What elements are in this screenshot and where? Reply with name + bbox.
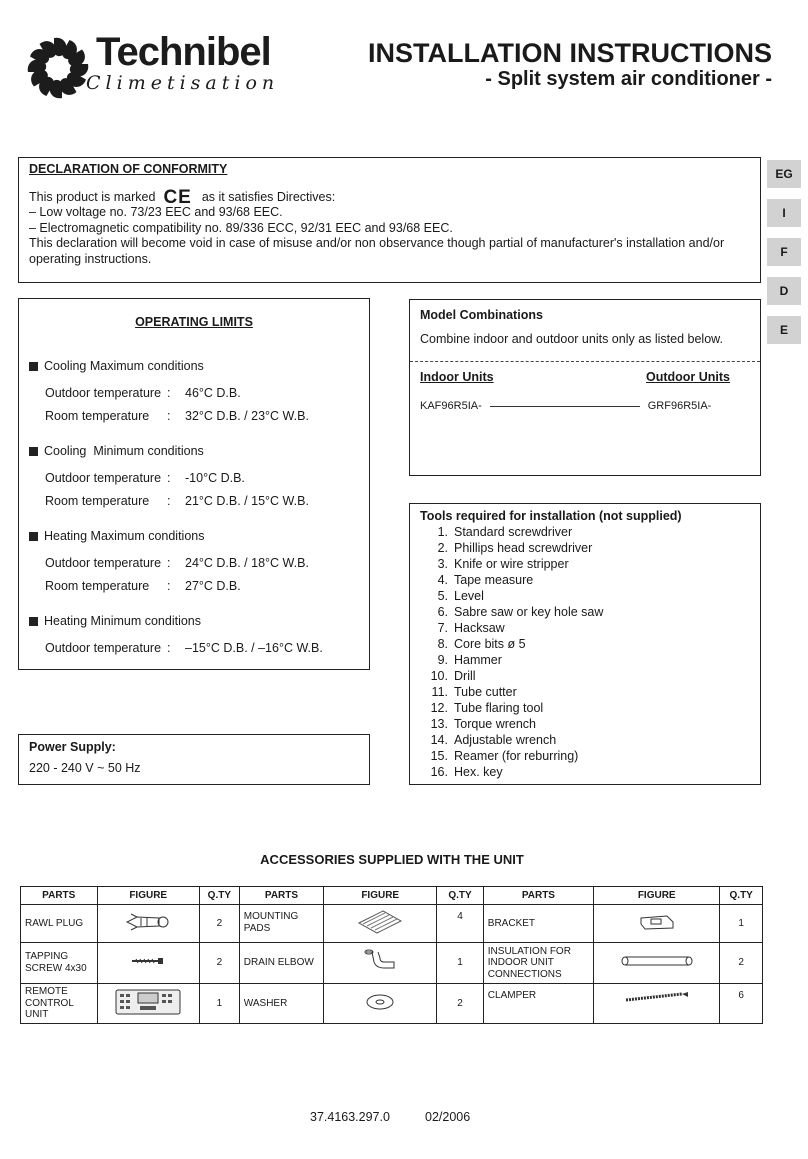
part-qty: 2: [199, 905, 239, 943]
condition-heading: Heating Minimum conditions: [44, 614, 202, 628]
screw-icon: [128, 956, 168, 966]
tool-item: [420, 636, 750, 652]
part-figure: [97, 983, 199, 1023]
tool-number: 5.: [437, 589, 448, 603]
tool-label: Sabre saw or key hole saw: [454, 605, 604, 619]
column-header: Q.TY: [720, 887, 763, 905]
tool-number: 4.: [437, 573, 448, 587]
part-qty: 6: [720, 983, 763, 1023]
tools-box: [409, 503, 761, 785]
tool-label: Adjustable wrench: [454, 733, 557, 747]
declaration-line-4: This declaration will become void in case of misuse and/or non observance though partial of manufacturer's installation and/or operating instructions.: [29, 236, 725, 266]
condition-row: Room temperature : 27°C D.B.: [45, 578, 241, 593]
tool-number: 3.: [437, 557, 448, 571]
clamper-icon: [622, 990, 692, 1004]
tool-item: [420, 572, 750, 588]
operating-limits-box: [18, 298, 370, 670]
column-header: FIGURE: [594, 887, 720, 905]
part-figure: [594, 983, 720, 1023]
part-name: BRACKET: [483, 905, 593, 943]
condition-heading: Cooling Minimum conditions: [44, 444, 204, 458]
part-qty: 1: [199, 983, 239, 1023]
mounting-pads-icon: [355, 909, 405, 935]
tool-number: 12.: [430, 701, 448, 715]
column-header: PARTS: [21, 887, 98, 905]
part-name: REMOTE CONTROL UNIT: [21, 983, 98, 1023]
column-header: FIGURE: [97, 887, 199, 905]
insulation-tube-icon: [619, 954, 695, 968]
declaration-title: DECLARATION OF CONFORMITY: [29, 162, 228, 176]
outdoor-model: GRF96R5IA-: [647, 400, 712, 412]
tool-number: 9.: [437, 653, 448, 667]
tool-number: 16.: [430, 765, 448, 779]
condition-row: Room temperature : 32°C D.B. / 23°C W.B.: [45, 408, 309, 423]
rawl-plug-icon: [123, 913, 173, 931]
tool-label: Tube flaring tool: [454, 701, 544, 715]
part-qty: 4: [437, 905, 484, 943]
language-tab-d[interactable]: D: [767, 277, 801, 305]
tool-label: Tape measure: [454, 573, 534, 587]
language-tabs: [767, 160, 801, 355]
part-name: TAPPING SCREW 4x30: [21, 943, 98, 983]
tool-item: [420, 652, 750, 668]
brand-name: Technibel: [96, 30, 271, 74]
indoor-units-header: Indoor Units: [420, 370, 494, 384]
outdoor-units-header: Outdoor Units: [645, 370, 730, 384]
declaration-line-3: – Electromagnetic compatibility no. 89/336 ECC, 92/31 EEC and 93/68 EEC.: [29, 220, 453, 235]
table-row: [21, 905, 763, 943]
part-qty: 2: [199, 943, 239, 983]
part-name: CLAMPER: [483, 983, 593, 1023]
tool-item: [420, 604, 750, 620]
washer-icon: [362, 992, 398, 1012]
power-supply-value: 220 - 240 V ~ 50 Hz: [29, 761, 141, 775]
document-subtitle: - Split system air conditioner -: [485, 68, 772, 90]
tool-number: 10.: [430, 669, 448, 683]
tool-label: Phillips head screwdriver: [454, 541, 593, 555]
table-row: [21, 943, 763, 983]
accessories-table: [20, 886, 763, 1024]
bullet-square-icon: [29, 617, 38, 626]
bullet-square-icon: [29, 532, 38, 541]
tool-item: [420, 524, 750, 540]
part-name: WASHER: [239, 983, 323, 1023]
tool-number: 6.: [437, 605, 448, 619]
heating-min-group: [29, 612, 359, 659]
condition-row: Outdoor temperature : 24°C D.B. / 18°C W.B.: [45, 555, 309, 570]
document-code: 37.4163.297.0: [310, 1110, 390, 1124]
column-header: FIGURE: [324, 887, 437, 905]
tool-label: Tube cutter: [454, 685, 517, 699]
declaration-line-2: – Low voltage no. 73/23 EEC and 93/68 EEC.: [29, 205, 283, 219]
tool-item: [420, 716, 750, 732]
condition-row: Outdoor temperature : -10°C D.B.: [45, 470, 245, 485]
table-header-row: [21, 887, 763, 905]
part-figure: [97, 943, 199, 983]
part-qty: 2: [437, 983, 484, 1023]
part-qty: 1: [437, 943, 484, 983]
tool-label: Standard screwdriver: [454, 525, 573, 539]
column-header: PARTS: [239, 887, 323, 905]
part-name: RAWL PLUG: [21, 905, 98, 943]
tool-item: [420, 700, 750, 716]
tool-item: [420, 556, 750, 572]
cooling-max-group: [29, 357, 359, 427]
part-figure: [324, 905, 437, 943]
remote-control-icon: [114, 988, 182, 1016]
heating-max-group: [29, 527, 359, 597]
indoor-model: KAF96R5IA-: [420, 400, 482, 412]
tool-number: 13.: [430, 717, 448, 731]
model-combinations-box: [409, 299, 761, 476]
language-tab-e[interactable]: E: [767, 316, 801, 344]
tool-item: [420, 620, 750, 636]
part-figure: [324, 943, 437, 983]
power-supply-title: Power Supply:: [29, 740, 116, 754]
model-combinations-title: Model Combinations: [420, 308, 543, 322]
brand-logo-icon: [24, 34, 92, 102]
tool-number: 7.: [437, 621, 448, 635]
column-header: PARTS: [483, 887, 593, 905]
declaration-line-1: This product is marked CE as it satisfies Directives:: [29, 186, 336, 208]
model-combinations-desc: Combine indoor and outdoor units only as listed below.: [420, 332, 723, 346]
part-qty: 2: [720, 943, 763, 983]
tools-list: [420, 524, 750, 780]
tool-item: [420, 684, 750, 700]
drain-elbow-icon: [360, 948, 400, 974]
tool-label: Hammer: [454, 653, 502, 667]
condition-row: Room temperature : 21°C D.B. / 15°C W.B.: [45, 493, 309, 508]
ce-mark: CE: [163, 186, 192, 208]
part-figure: [97, 905, 199, 943]
table-row: [21, 983, 763, 1023]
brand-subtitle: Climetisation: [86, 72, 280, 94]
tool-number: 15.: [430, 749, 448, 763]
tool-item: [420, 764, 750, 780]
part-figure: [324, 983, 437, 1023]
condition-heading: Heating Maximum conditions: [44, 529, 205, 543]
tool-item: [420, 588, 750, 604]
tool-label: Core bits ø 5: [454, 637, 526, 651]
tool-label: Drill: [454, 669, 476, 683]
tool-item: [420, 668, 750, 684]
accessories-title: ACCESSORIES SUPPLIED WITH THE UNIT: [260, 852, 524, 867]
column-header: Q.TY: [437, 887, 484, 905]
model-pair-row: [410, 384, 760, 412]
bullet-square-icon: [29, 447, 38, 456]
power-supply-box: [18, 734, 370, 785]
document-date: 02/2006: [425, 1110, 471, 1124]
tool-label: Hacksaw: [454, 621, 505, 635]
part-name: INSULATION FOR INDOOR UNIT CONNECTIONS: [483, 943, 593, 983]
tool-label: Reamer (for reburring): [454, 749, 579, 763]
document-title: INSTALLATION INSTRUCTIONS: [368, 38, 772, 68]
part-figure: [594, 905, 720, 943]
language-tab-i[interactable]: I: [767, 199, 801, 227]
connector-line: [490, 406, 640, 407]
tool-number: 11.: [431, 685, 448, 699]
condition-row: Outdoor temperature : 46°C D.B.: [45, 385, 241, 400]
tool-label: Level: [454, 589, 484, 603]
tool-label: Knife or wire stripper: [454, 557, 569, 571]
tool-label: Hex. key: [454, 765, 503, 779]
tool-label: Torque wrench: [454, 717, 536, 731]
tools-title: Tools required for installation (not supplied): [420, 509, 682, 523]
language-tab-eg[interactable]: EG: [767, 160, 801, 188]
tool-item: [420, 732, 750, 748]
part-qty: 1: [720, 905, 763, 943]
part-name: MOUNTING PADS: [239, 905, 323, 943]
declaration-box: [18, 157, 761, 283]
tool-item: [420, 540, 750, 556]
condition-row: Outdoor temperature : –15°C D.B. / –16°C W.B.: [45, 640, 323, 655]
bullet-square-icon: [29, 362, 38, 371]
tool-number: 1.: [437, 525, 448, 539]
tool-number: 8.: [437, 637, 448, 651]
part-figure: [594, 943, 720, 983]
tool-item: [420, 748, 750, 764]
column-header: Q.TY: [199, 887, 239, 905]
part-name: DRAIN ELBOW: [239, 943, 323, 983]
cooling-min-group: [29, 442, 359, 512]
condition-heading: Cooling Maximum conditions: [44, 359, 204, 373]
tool-number: 14.: [430, 733, 448, 747]
operating-limits-title: OPERATING LIMITS: [135, 315, 253, 329]
bracket-icon: [637, 912, 677, 932]
tool-number: 2.: [437, 541, 448, 555]
language-tab-f[interactable]: F: [767, 238, 801, 266]
